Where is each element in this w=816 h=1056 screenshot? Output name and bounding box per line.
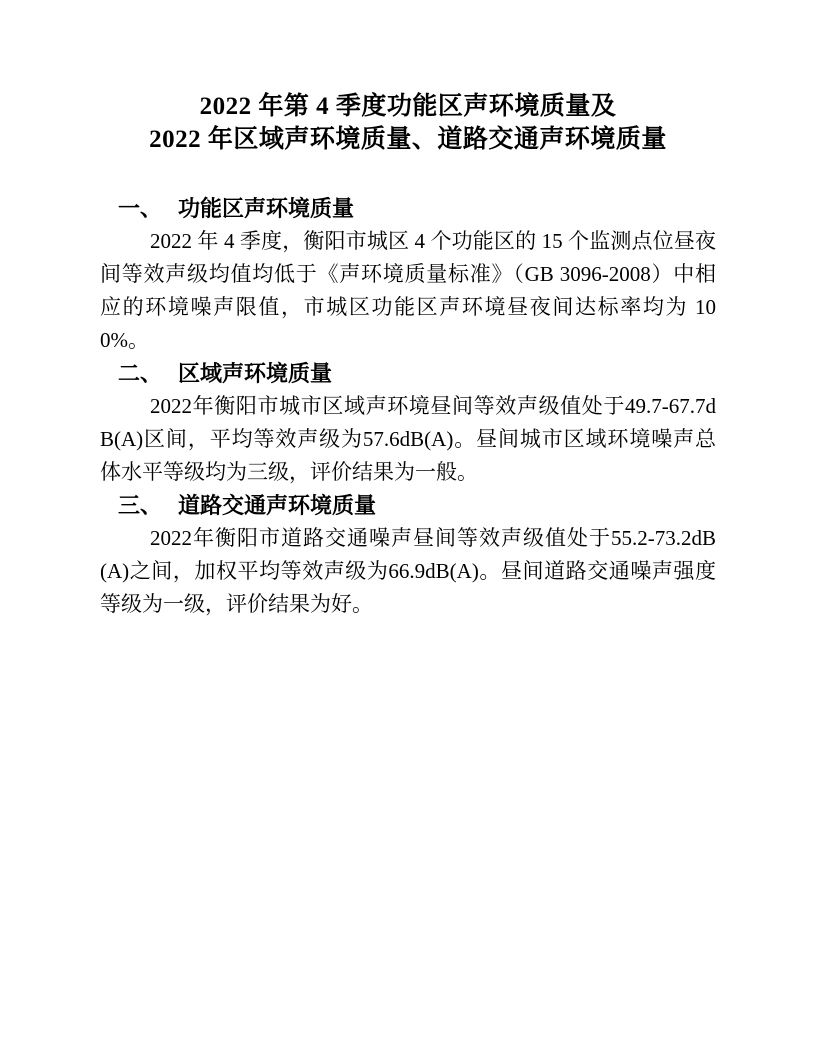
section-road-traffic-noise — [100, 489, 716, 621]
section-heading-3-number: 三、 — [118, 493, 163, 518]
document-title-line2: 2022 年区域声环境质量、道路交通声环境质量 — [149, 126, 667, 153]
document-title-line1: 2022 年第 4 季度功能区声环境质量及 — [199, 93, 617, 120]
section-functional-area-noise — [100, 192, 716, 357]
section-body-1: 2022 年 4 季度，衡阳市城区 4 个功能区的 15 个监测点位昼夜间等效声级均值均低于《声环境质量标准》（GB 3096-2008）中相应的环境噪声限值，市城区功能区声环境昼夜间达标率均为 100%。 — [100, 229, 716, 352]
section-heading-2-number: 二、 — [118, 361, 163, 386]
section-heading-2 — [100, 357, 716, 390]
section-heading-3 — [100, 489, 716, 522]
section-body-2: 2022年衡阳市城市区域声环境昼间等效声级值处于49.7-67.7dB(A)区间，平均等效声级为57.6dB(A)。昼间城市区域环境噪声总体水平等级均为三级，评价结果为一般。 — [100, 394, 716, 484]
section-regional-noise — [100, 357, 716, 489]
section-heading-2-label: 区域声环境质量 — [178, 361, 333, 386]
section-heading-1-label: 功能区声环境质量 — [178, 196, 355, 221]
section-heading-1-number: 一、 — [118, 196, 163, 221]
document-title — [100, 90, 716, 156]
section-heading-3-label: 道路交通声环境质量 — [178, 493, 377, 518]
section-body-3: 2022年衡阳市道路交通噪声昼间等效声级值处于55.2-73.2dB(A)之间，加权平均等效声级为66.9dB(A)。昼间道路交通噪声强度等级为一级，评价结果为好。 — [100, 526, 716, 616]
section-heading-1 — [100, 192, 716, 225]
